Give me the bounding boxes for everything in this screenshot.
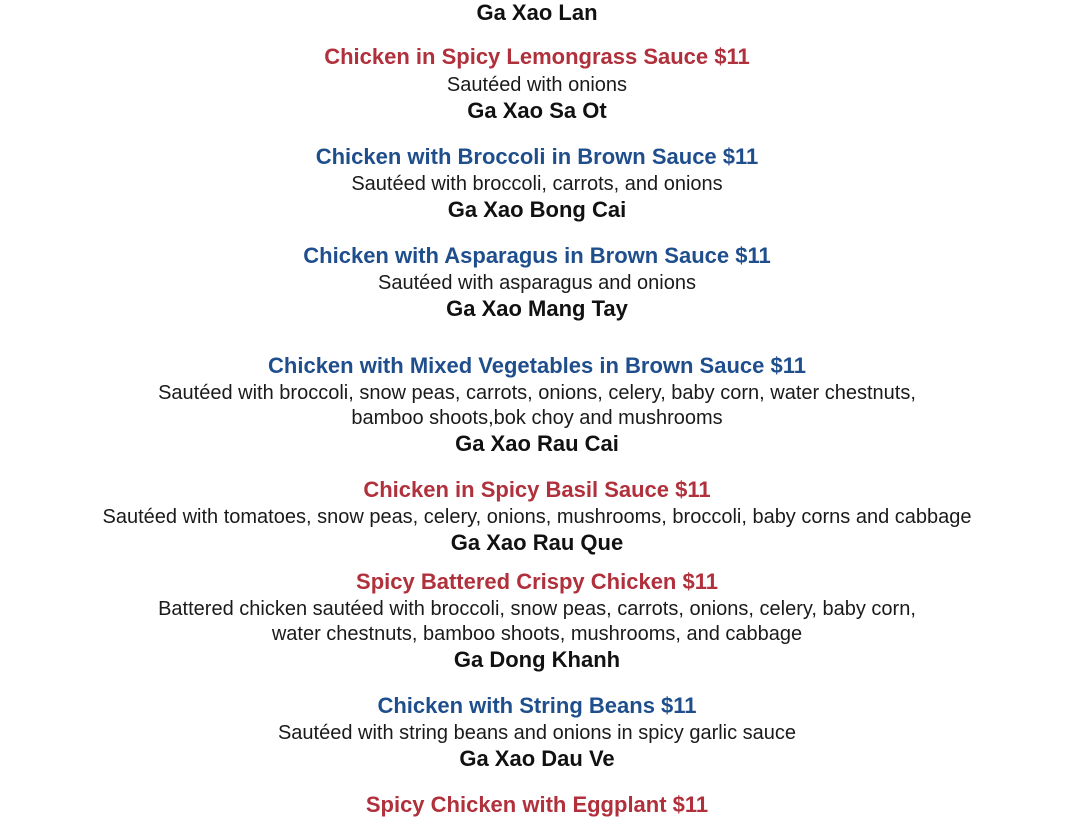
item-title-eggplant: Spicy Chicken with Eggplant $11: [365, 792, 709, 817]
item-vietnamese-basil: Ga Xao Rau Que: [450, 530, 624, 555]
item-vietnamese-asparagus: Ga Xao Mang Tay: [446, 296, 628, 321]
item-description-asparagus: Sautéed with asparagus and onions: [377, 272, 696, 294]
item-title-lemongrass: Chicken in Spicy Lemongrass Sauce $11: [324, 44, 750, 69]
item-description-crispy-chicken-line1: Battered chicken sautéed with broccoli, snow peas, carrots, onions, celery, baby corn,: [158, 598, 916, 620]
top-vietnamese-name: Ga Xao Lan: [476, 0, 598, 25]
item-title-basil: Chicken in Spicy Basil Sauce $11: [363, 477, 711, 502]
item-title-mixed-vegetables: Chicken with Mixed Vegetables in Brown Sauce $11: [268, 353, 806, 378]
item-description-lemongrass: Sautéed with onions: [446, 74, 628, 96]
item-description-mixed-vegetables-line2: bamboo shoots,bok choy and mushrooms: [351, 407, 723, 429]
item-title-string-beans: Chicken with String Beans $11: [377, 693, 697, 718]
item-title-broccoli: Chicken with Broccoli in Brown Sauce $11: [315, 144, 759, 169]
item-vietnamese-lemongrass: Ga Xao Sa Ot: [467, 98, 607, 123]
item-vietnamese-broccoli: Ga Xao Bong Cai: [447, 197, 627, 222]
item-vietnamese-string-beans: Ga Xao Dau Ve: [459, 746, 615, 771]
item-description-string-beans: Sautéed with string beans and onions in spicy garlic sauce: [277, 722, 797, 744]
item-vietnamese-crispy-chicken: Ga Dong Khanh: [453, 647, 621, 672]
item-description-basil: Sautéed with tomatoes, snow peas, celery, onions, mushrooms, broccoli, baby corns and cabbage: [102, 506, 972, 528]
item-vietnamese-mixed-vegetables: Ga Xao Rau Cai: [455, 431, 619, 456]
item-description-broccoli: Sautéed with broccoli, carrots, and onions: [351, 173, 723, 195]
item-description-crispy-chicken-line2: water chestnuts, bamboo shoots, mushrooms, and cabbage: [271, 623, 803, 645]
item-title-crispy-chicken: Spicy Battered Crispy Chicken $11: [356, 569, 718, 594]
item-description-mixed-vegetables-line1: Sautéed with broccoli, snow peas, carrots, onions, celery, baby corn, water chestnuts,: [158, 382, 916, 404]
item-title-asparagus: Chicken with Asparagus in Brown Sauce $11: [303, 243, 771, 268]
